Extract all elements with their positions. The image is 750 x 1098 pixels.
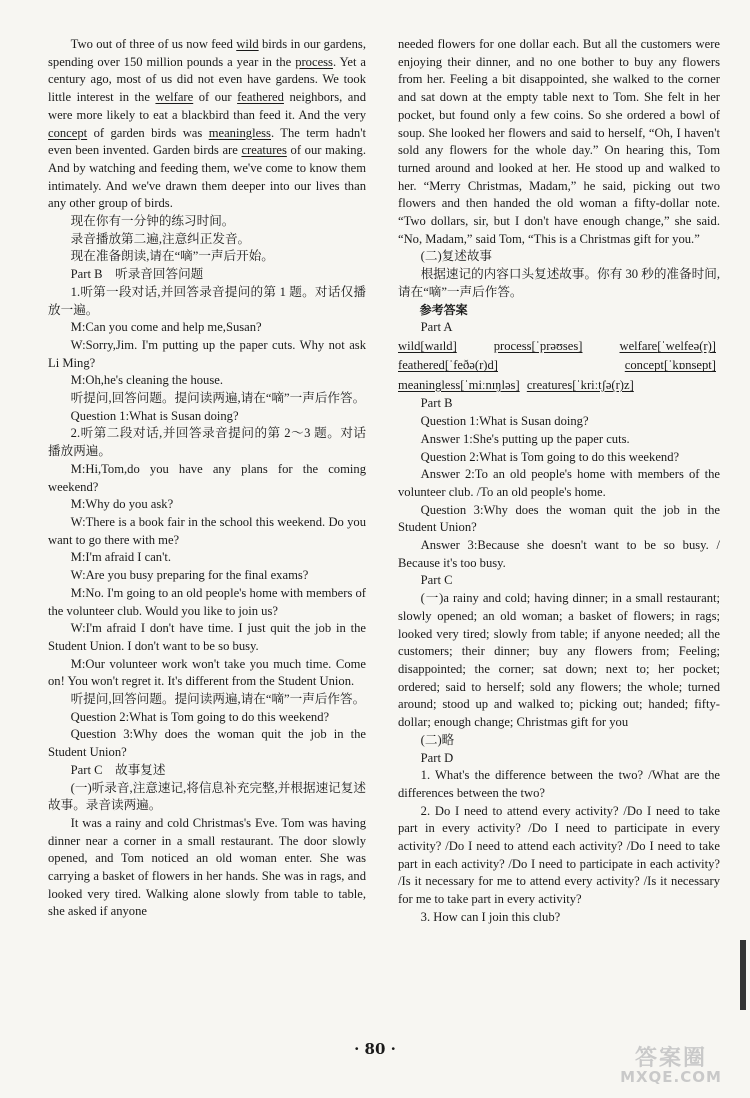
dialogue-line: W:Are you busy preparing for the final exams? xyxy=(70,568,309,583)
question-line: Question 2:What is Tom going to do this weekend? xyxy=(420,449,680,464)
story-passage: It was a rainy and cold Christmas's Eve. Tom was having dinner near a corner in a small restaurant. The door slowly opened, and Tom noticed an old woman enter. She was carrying a basket of flowers in her hands. She was in rags, and looked very tired. Walking alone slowly from table to table, she asked if anyone xyxy=(48,815,366,919)
part-d-label: Part D xyxy=(420,750,454,765)
question-line: Question 1:What is Susan doing? xyxy=(70,408,239,423)
vocab-item: feathered[ˈfeðə(r)d] xyxy=(398,358,498,373)
part-c-label: Part C xyxy=(420,573,453,588)
vocab-item: concept[ˈkɒnsept] xyxy=(624,358,716,373)
dialogue-line: M:I'm afraid I can't. xyxy=(70,550,172,565)
answer-line: (一)a rainy and cold; having dinner; in a small restaurant; slowly opened; an old woman; a basket of flowers; in rags; looked very tired; slowly from table; if anyone needed; all the customers; their dinner; buy any flowers from; Feeling; disappointed; the corner; sat down; next to; her pocket; ordered; said to herself; sold any flowers; the whole; turned around; stood up and walked to; picking out; handed; fifty-dollar; enough change; Christmas gift for you xyxy=(398,591,720,730)
instruction-line: 听提问,回答问题。提问读两遍,请在“嘀”一声后作答。 xyxy=(70,692,366,707)
dialogue-line: M:Can you come and help me,Susan? xyxy=(70,320,262,335)
answer-key-heading: 参考答案 xyxy=(419,302,468,317)
dialogue-line: W:There is a book fair in the school this weekend. Do you want to go there with me? xyxy=(48,514,366,547)
section-heading: (二)复述故事 xyxy=(420,249,493,264)
question-line: Question 2:What is Tom going to do this weekend? xyxy=(70,709,330,724)
dialogue-line: M:Hi,Tom,do you have any plans for the coming weekend? xyxy=(48,461,366,494)
vocab-feathered: feathered xyxy=(237,90,284,105)
part-a-label: Part A xyxy=(420,320,453,335)
question-line: Question 3:Why does the woman quit the job in the Student Union? xyxy=(398,502,720,535)
dialogue-line: W:I'm afraid I don't have time. I just quit the job in the Student Union. I don't want to be so busy. xyxy=(48,621,366,653)
bird-passage: Two out of three of us now feed wild birds in our gardens, spending over 150 million pounds a year in the process. Yet a century ago, most of us did not even have gardens. We took little interest in the welfare of our feathered neighbors, and were more likely to eat a blackbird than feed it. And the very concept of garden birds was meaningless. The term hadn't even been invented. Garden birds are creatures of our making. And by watching and feeding them, we've come to know them intimately. And we've drawn them deeper into our lives than any other group of birds. xyxy=(48,37,366,211)
question-line: Question 3:Why does the woman quit the job in the Student Union? xyxy=(48,727,366,760)
vocab-wild: wild xyxy=(236,37,259,51)
vocab-list xyxy=(398,337,720,396)
instruction-line: 现在准备朗读,请在“嘀”一声后开始。 xyxy=(70,249,274,264)
instruction-line: 根据速记的内容口头复述故事。你有 30 秒的准备时间,请在“嘀”一声后作答。 xyxy=(398,267,720,299)
instruction-line: (一)听录音,注意速记,将信息补充完整,并根据速记复述故事。录音读两遍。 xyxy=(48,780,366,813)
site-watermark: 答案圈 MXQE.COM xyxy=(620,1046,722,1086)
vocab-process: process xyxy=(295,54,333,69)
dialogue-line: M:Our volunteer work won't take you much time. Come on! You won't regret it. It's different from the Student Union. xyxy=(48,656,366,689)
instruction-line: 录音播放第二遍,注意纠正发音。 xyxy=(70,231,251,246)
answer-line: Answer 2:To an old people's home with members of the volunteer club. /To an old people's home. xyxy=(398,467,720,499)
part-b-label: Part B xyxy=(420,396,453,411)
section-heading-part-b: Part B 听录音回答问题 xyxy=(70,267,204,282)
left-column xyxy=(48,36,366,921)
instruction-line: 1.听第一段对话,并回答录音提问的第 1 题。对话仅播放一遍。 xyxy=(48,284,366,317)
right-column xyxy=(398,36,720,927)
dialogue-line: M:Why do you ask? xyxy=(70,497,174,512)
vocab-item: wild[waɪld] xyxy=(398,338,457,353)
answer-line: 3. How can I join this club? xyxy=(420,909,561,924)
page-edge-mark xyxy=(740,940,746,1010)
vocab-creatures: creatures xyxy=(241,143,287,158)
question-line: Question 1:What is Susan doing? xyxy=(420,414,589,429)
story-passage-continued: needed flowers for one dollar each. But all the customers were enjoying their dinner, and no one bother to buy any flowers from her. Feeling a bit disappointed, she walked to the corner and sat down at the empty table next to Tom. She felt in her pocket, but found only a few coins. So she ordered a bowl of soup. She looked her flowers and said to herself, “Oh, I haven't sold any flowers for the whole day.” On hearing this, Tom turned around and looked at her. He stood up and walked to her. “Merry Christmas, Madam,” he said, picking out two flowers and then handed the old woman a fifty-dollar note. “Two dollars, sir, but I don't have enough change,” she said. “No, Madam,” said Tom, “This is a Christmas gift for you.” xyxy=(398,37,720,246)
instruction-line: 2.听第二段对话,并回答录音提问的第 2～3 题。对话播放两遍。 xyxy=(48,426,366,459)
vocab-item: creatures[ˈkriːtʃə(r)z] xyxy=(526,377,634,392)
vocab-concept: concept xyxy=(48,125,88,140)
answer-line: 2. Do I need to attend every activity? /Do I need to take part in every activity? /Do I need to participate in every activity? /Do I need to attend each activity? /Do I need to take part in each activity? /Do I need to participate in each activity? /Is it necessary for me to attend every activity? /Is it necessary for me to take part in every activity? xyxy=(398,803,720,907)
answer-line: Answer 3:Because she doesn't want to be so busy. / Because it's too busy. xyxy=(398,538,720,570)
instruction-line: 现在你有一分钟的练习时间。 xyxy=(70,214,235,229)
vocab-meaningless: meaningless xyxy=(208,125,271,140)
answer-line: (二)略 xyxy=(420,732,455,747)
vocab-item: welfare[ˈwelfeə(r)] xyxy=(619,338,716,353)
dialogue-line: M:No. I'm going to an old people's home with members of the volunteer club. Would you like to join us? xyxy=(48,585,366,618)
answer-line: Answer 1:She's putting up the paper cuts. xyxy=(420,431,630,446)
vocab-item: meaningless[ˈmiːnɪŋləs] xyxy=(398,377,520,392)
dialogue-line: W:Sorry,Jim. I'm putting up the paper cuts. Why not ask Li Ming? xyxy=(48,337,366,370)
vocab-item: process[ˈprəʊses] xyxy=(493,338,583,353)
answer-line: 1. What's the difference between the two? /What are the differences between the two? xyxy=(398,768,720,800)
page-number: · 80 · xyxy=(354,1040,396,1058)
section-heading-part-c: Part C 故事复述 xyxy=(70,762,166,777)
instruction-line: 听提问,回答问题。提问读两遍,请在“嘀”一声后作答。 xyxy=(70,391,366,406)
vocab-welfare: welfare xyxy=(155,90,194,105)
dialogue-line: M:Oh,he's cleaning the house. xyxy=(70,373,223,388)
